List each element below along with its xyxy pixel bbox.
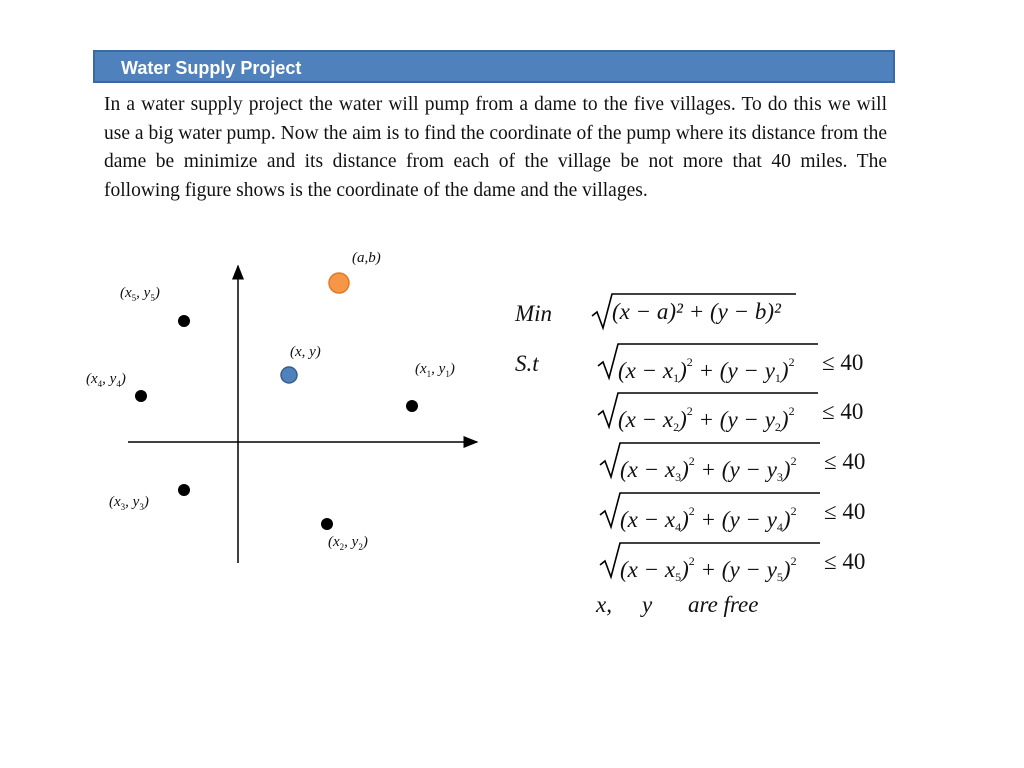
pump-point [281, 367, 297, 383]
constraint-1: $(x - x_1)^2 + (y - y_1)^2$ [596, 342, 826, 382]
constraint-2-rhs: ≤ 40 [822, 399, 864, 424]
free-vars-text: are free [688, 592, 759, 617]
pump-label: (x, y) [290, 344, 321, 360]
constraint-1-rhs: ≤ 40 [822, 350, 864, 375]
constraint-5: $(x - x_5)^2 + (y - y_5)^2$ [598, 541, 828, 581]
constraint-4: $(x - x_4)^2 + (y - y_4)^2$ [598, 491, 828, 531]
intro-paragraph: In a water supply project the water will pump from a dame to the five villages. To do this we will use a big water pump. Now the aim is to find the coordinate of the pump where its distance from the dame be minimize and its distance from each of the village be not more that 40 miles. The following figure shows is the coordinate of the dame and the villages. [104, 94, 887, 201]
village-3-label: ($x_3$, $y_3$) [109, 494, 149, 512]
village-1-label: ($x_1$, $y_1$) [415, 361, 455, 379]
village-4-label: ($x_4$, $y_4$) [86, 371, 126, 389]
village-5-label: ($x_5$, $y_5$) [120, 285, 160, 303]
dame-label: (a,b) [352, 250, 381, 266]
constraint-4-rhs: ≤ 40 [824, 499, 866, 524]
village-4-point [135, 390, 147, 402]
objective-expression [590, 292, 800, 332]
slide-title: Water Supply Project [121, 58, 302, 78]
constraint-2: $(x - x_2)^2 + (y - y_2)^2$ [596, 391, 826, 431]
village-1-point [406, 400, 418, 412]
village-5-point [178, 315, 190, 327]
constraint-5-rhs: ≤ 40 [824, 549, 866, 574]
constraint-3-rhs: ≤ 40 [824, 449, 866, 474]
free-vars-x: x, [596, 592, 612, 617]
st-label: S.t [515, 351, 539, 376]
dame-point [329, 273, 349, 293]
objective-body: (x − a)² + (y − b)² [612, 299, 781, 324]
village-2-label: ($x_2$, $y_2$) [328, 534, 368, 552]
min-label: Min [515, 301, 553, 326]
constraint-3: $(x - x_3)^2 + (y - y_3)^2$ [598, 441, 828, 481]
free-vars-y: y [642, 592, 653, 617]
village-2-point [321, 518, 333, 530]
village-3-point [178, 484, 190, 496]
